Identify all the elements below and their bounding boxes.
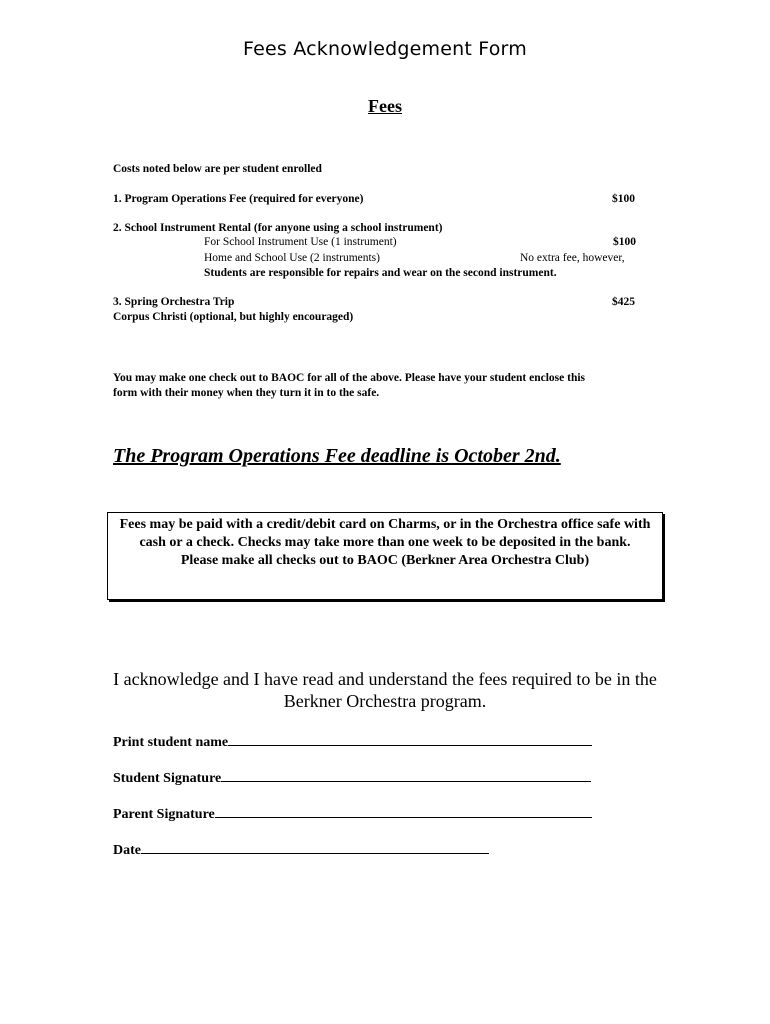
form-title: Fees Acknowledgement Form [243, 38, 527, 60]
print-student-name-field[interactable] [113, 733, 592, 751]
item-1-label: 1. Program Operations Fee (required for everyone) [113, 193, 364, 205]
student-signature-line[interactable] [221, 769, 591, 782]
item-3-price: $425 [612, 296, 635, 308]
item-2-note: Students are responsible for repairs and wear on the second instrument. [204, 267, 557, 279]
item-2-sub-1-price: $100 [613, 236, 636, 248]
student-signature-label: Student Signature [113, 771, 222, 786]
payment-notice-text: Fees may be paid with a credit/debit card on Charms, or in the Orchestra office safe with cash or a check. Checks may take more than one week to be deposited in the bank. [119, 517, 651, 550]
print-student-name-label: Print student name [113, 735, 229, 750]
date-label: Date [113, 843, 141, 858]
item-3-sub-label: Corpus Christi (optional, but highly encouraged) [113, 311, 354, 323]
payment-notice-box [107, 512, 663, 600]
item-2-sub-2-price: No extra fee, however, [520, 252, 625, 264]
parent-signature-label: Parent Signature [113, 807, 215, 822]
date-line[interactable] [141, 841, 489, 854]
intro-text: Costs noted below are per student enrolled [113, 163, 322, 175]
payment-notice-checks: Please make all checks out to BAOC (Berkner Area Orchestra Club) [180, 553, 590, 568]
date-field[interactable] [113, 841, 489, 859]
item-3-label: 3. Spring Orchestra Trip [113, 296, 235, 308]
deadline-heading: The Program Operations Fee deadline is October 2nd. [113, 445, 561, 467]
student-signature-field[interactable] [113, 769, 591, 787]
item-2-sub-2-label: Home and School Use (2 instruments) [204, 252, 380, 264]
payment-note-line-1: You may make one check out to BAOC for all of the above. Please have your student enclose this [113, 372, 586, 384]
section-heading-fees: Fees [368, 96, 402, 116]
item-2-sub-1-label: For School Instrument Use (1 instrument) [204, 236, 397, 248]
payment-note-line-2: form with their money when they turn it in to the safe. [113, 387, 380, 399]
acknowledgement-statement: I acknowledge and I have read and understand the fees required to be in the Berkner Orchestra program. [113, 669, 657, 711]
parent-signature-line[interactable] [215, 805, 592, 818]
item-1-price: $100 [612, 193, 635, 205]
print-student-name-line[interactable] [228, 733, 592, 746]
parent-signature-field[interactable] [113, 805, 592, 823]
item-2-label: 2. School Instrument Rental (for anyone using a school instrument) [113, 222, 443, 234]
